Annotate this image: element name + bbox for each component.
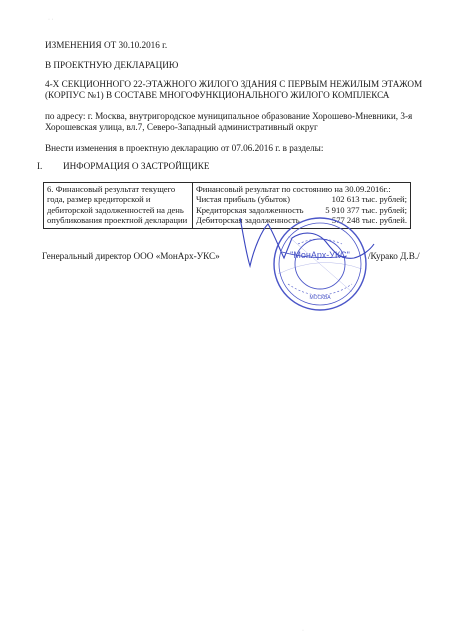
table-cell-label <box>44 183 193 229</box>
project-title-line-1: 4-Х СЕКЦИОННОГО 22-ЭТАЖНОГО ЖИЛОГО ЗДАНИЯ С ПЕРВЫМ НЕЖИЛЫМ ЭТАЖОМ <box>45 79 423 89</box>
signatory-position: Генеральный директор ООО «МонАрх-УКС» <box>42 251 220 261</box>
changes-date-heading: ИЗМЕНЕНИЯ ОТ 30.10.2016 г. <box>45 40 168 50</box>
scan-artifact: · <box>302 628 304 634</box>
row-value: 102 613 тыс. рублей; <box>331 194 407 205</box>
seal-center-text: "МонАрх-УКС" <box>290 250 350 260</box>
handwritten-signature <box>222 208 382 278</box>
financial-result-heading: Финансовый результат по состоянию на 30.09.2016г.: <box>196 184 391 194</box>
address-line-2: Хорошевская улица, вл.7, Северо-Западный административный округ <box>45 122 318 132</box>
to-declaration-heading: В ПРОЕКТНУЮ ДЕКЛАРАЦИЮ <box>45 60 179 70</box>
intro-text: Внести изменения в проектную декларацию от 07.06.2016 г. в разделы: <box>45 143 324 153</box>
row-label: Чистая прибыль (убыток) <box>196 194 290 205</box>
project-title-line-2: (КОРПУС №1) В СОСТАВЕ МНОГОФУНКЦИОНАЛЬНОГО ЖИЛОГО КОМПЛЕКСА <box>45 90 390 100</box>
signatory-name: /Курако Д.В./ <box>368 251 420 261</box>
section-number: I. <box>37 161 43 171</box>
table-label-line: 6. Финансовый результат текущего <box>47 184 176 194</box>
table-label-line: дебиторской задолженностей на день <box>47 204 184 215</box>
row-value: 5 910 377 тыс. рублей; <box>325 204 407 215</box>
scan-artifact: · · <box>48 17 54 23</box>
row-value: 577 248 тыс. рублей. <box>331 215 407 226</box>
row-label: Дебиторская задолженность <box>196 215 300 226</box>
section-title: ИНФОРМАЦИЯ О ЗАСТРОЙЩИКЕ <box>63 161 210 171</box>
address-line-1: по адресу: г. Москва, внутригородское муниципальное образование Хорошево-Мневники, 3-я <box>45 111 413 121</box>
table-label-line: опубликования проектной декларации <box>47 215 188 226</box>
row-label: Кредиторская задолженность <box>196 204 304 215</box>
seal-ring-text: МОСКВА <box>309 295 331 301</box>
table-label-line: года, размер кредиторской и <box>47 194 151 205</box>
net-profit-row <box>196 194 407 204</box>
